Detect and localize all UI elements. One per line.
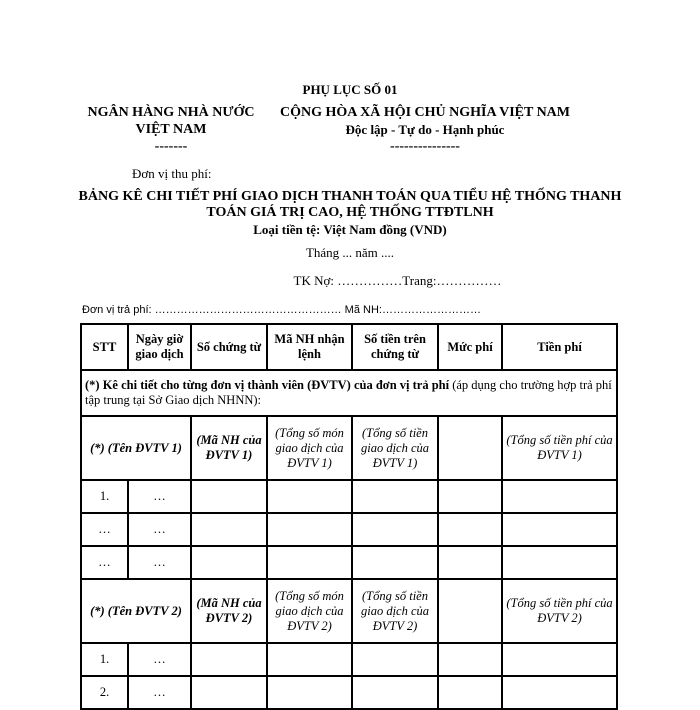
row-cell bbox=[352, 643, 438, 676]
row-cell bbox=[438, 643, 502, 676]
agency-name-line1: NGÂN HÀNG NHÀ NƯỚC bbox=[87, 105, 255, 120]
title-line2: TOÁN GIÁ TRỊ CAO, HỆ THỐNG TTĐTLNH bbox=[206, 205, 494, 220]
header-receiving-bank: Mã NH nhận lệnh bbox=[267, 324, 352, 370]
title-line1: BẢNG KÊ CHI TIẾT PHÍ GIAO DỊCH THANH TOÁN QUA TIỂU HỆ THỐNG THANH bbox=[78, 189, 622, 204]
row-cell bbox=[352, 546, 438, 579]
row-datetime: … bbox=[128, 643, 191, 676]
nation-motto: Độc lập - Tự do - Hạnh phúc bbox=[345, 122, 505, 137]
agency-name-line2: VIỆT NAM bbox=[135, 122, 207, 137]
row-cell bbox=[191, 513, 267, 546]
member-bank-code: (Mã NH của ĐVTV 1) bbox=[191, 416, 267, 480]
member-total-fee: (Tổng số tiền phí của ĐVTV 2) bbox=[502, 579, 617, 643]
fee-detail-table bbox=[80, 323, 618, 710]
row-cell bbox=[191, 546, 267, 579]
fee-collecting-unit: Đơn vị thu phí: bbox=[132, 166, 212, 181]
table-row bbox=[81, 643, 617, 676]
row-cell bbox=[438, 676, 502, 709]
header-stt: STT bbox=[81, 324, 128, 370]
agency-rule: ------- bbox=[154, 139, 188, 154]
row-cell bbox=[502, 643, 617, 676]
row-cell bbox=[267, 513, 352, 546]
note-bold: (*) Kê chi tiết cho từng đơn vị thành viên (ĐVTV) của đơn vị trả phí bbox=[85, 378, 450, 392]
row-cell bbox=[352, 676, 438, 709]
header-amount: Số tiền trên chứng từ bbox=[352, 324, 438, 370]
header-fee-rate: Mức phí bbox=[438, 324, 502, 370]
national-motto bbox=[272, 104, 578, 155]
row-cell bbox=[352, 480, 438, 513]
header-fee: Tiền phí bbox=[502, 324, 617, 370]
row-cell bbox=[267, 546, 352, 579]
currency-type: Loại tiền tệ: Việt Nam đồng (VND) bbox=[253, 222, 447, 237]
table-row bbox=[81, 513, 617, 546]
row-cell bbox=[267, 643, 352, 676]
row-cell bbox=[438, 546, 502, 579]
member-total-transactions: (Tổng số món giao dịch của ĐVTV 1) bbox=[267, 416, 352, 480]
row-cell bbox=[267, 480, 352, 513]
row-stt: 1. bbox=[81, 480, 128, 513]
nation-rule: --------------- bbox=[390, 139, 460, 154]
member-total-fee: (Tổng số tiền phí của ĐVTV 1) bbox=[502, 416, 617, 480]
row-datetime: … bbox=[128, 676, 191, 709]
row-stt: 1. bbox=[81, 643, 128, 676]
row-cell bbox=[191, 643, 267, 676]
row-cell bbox=[438, 513, 502, 546]
appendix-label: PHỤ LỤC SỐ 01 bbox=[302, 82, 398, 97]
member-total-amount: (Tổng số tiền giao dịch của ĐVTV 1) bbox=[352, 416, 438, 480]
row-cell bbox=[267, 676, 352, 709]
row-cell bbox=[502, 480, 617, 513]
row-cell bbox=[352, 513, 438, 546]
row-cell bbox=[191, 480, 267, 513]
table-row bbox=[81, 546, 617, 579]
member-fee-rate bbox=[438, 579, 502, 643]
member-bank-code: (Mã NH của ĐVTV 2) bbox=[191, 579, 267, 643]
table-row bbox=[81, 480, 617, 513]
row-datetime: … bbox=[128, 546, 191, 579]
row-datetime: … bbox=[128, 480, 191, 513]
note-cell bbox=[81, 370, 617, 416]
row-datetime: … bbox=[128, 513, 191, 546]
note-rest: (áp dụng cho trường hợp trả phí tập trung tại Sở Giao dịch NHNN): bbox=[85, 378, 612, 407]
fee-payer-line: Đơn vị trả phí: …………………………………………… Mã NH:……………………… bbox=[82, 304, 481, 316]
table-row bbox=[81, 676, 617, 709]
row-cell bbox=[438, 480, 502, 513]
member-total-transactions: (Tổng số món giao dịch của ĐVTV 2) bbox=[267, 579, 352, 643]
member-summary-row bbox=[81, 579, 617, 643]
issuing-agency bbox=[76, 104, 266, 155]
row-cell bbox=[502, 513, 617, 546]
member-name: (*) (Tên ĐVTV 1) bbox=[81, 416, 191, 480]
table-header-row bbox=[81, 324, 617, 370]
member-name: (*) (Tên ĐVTV 2) bbox=[81, 579, 191, 643]
nation-name: CỘNG HÒA XÃ HỘI CHỦ NGHĨA VIỆT NAM bbox=[279, 105, 570, 120]
row-cell bbox=[191, 676, 267, 709]
header-doc-number: Số chứng từ bbox=[191, 324, 267, 370]
note-row bbox=[81, 370, 617, 416]
row-stt: 2. bbox=[81, 676, 128, 709]
member-total-amount: (Tổng số tiền giao dịch của ĐVTV 2) bbox=[352, 579, 438, 643]
header-datetime: Ngày giờ giao dịch bbox=[128, 324, 191, 370]
row-cell bbox=[502, 676, 617, 709]
member-fee-rate bbox=[438, 416, 502, 480]
document-title bbox=[70, 189, 630, 221]
member-summary-row bbox=[81, 416, 617, 480]
row-stt: … bbox=[81, 546, 128, 579]
row-stt: … bbox=[81, 513, 128, 546]
month-year: Tháng ... năm .... bbox=[305, 245, 395, 260]
row-cell bbox=[502, 546, 617, 579]
debit-account-line: TK Nợ: ……………Trang:…………… bbox=[293, 273, 502, 288]
